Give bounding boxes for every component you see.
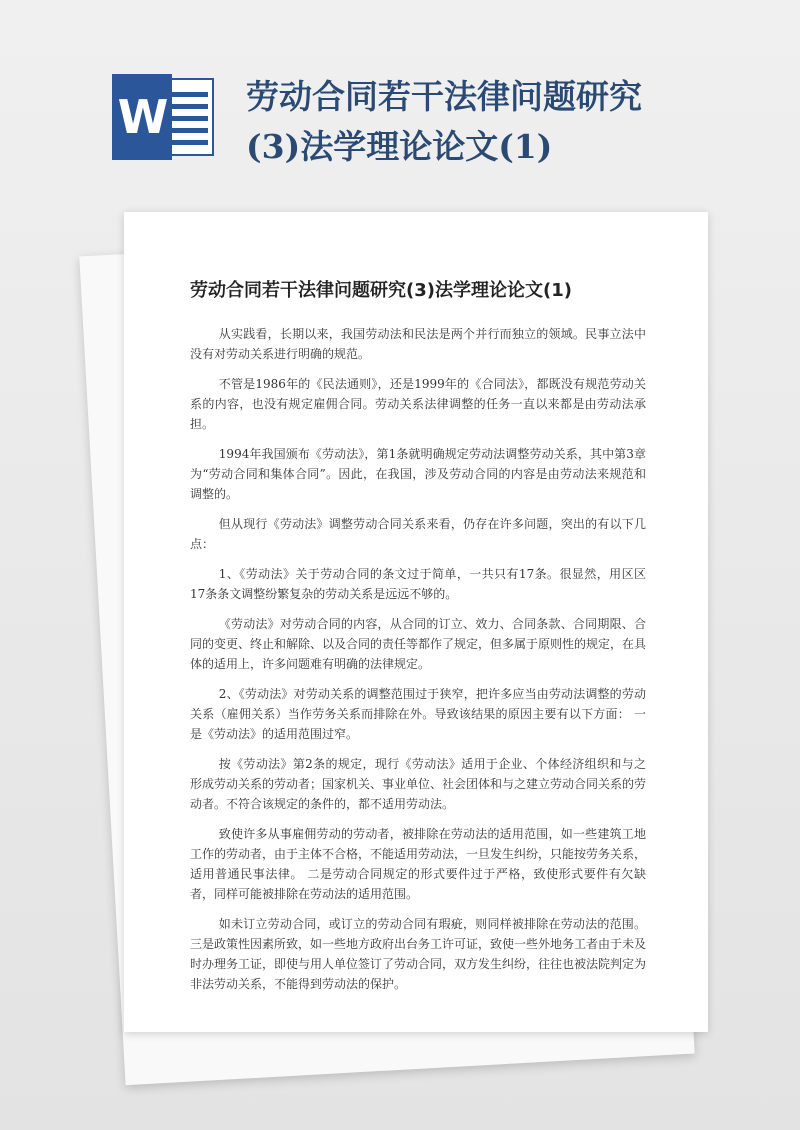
paragraph: 2、《劳动法》对劳动关系的调整范围过于狭窄，把许多应当由劳动法调整的劳动关系（雇佣关系）当作劳务关系而排除在外。导致该结果的原因主要有以下方面： 一是《劳动法》的适用范围过窄。 xyxy=(190,687,646,741)
word-icon-line xyxy=(168,116,208,121)
word-document-icon xyxy=(112,74,216,160)
document-title: 劳动合同若干法律问题研究(3)法学理论论文(1) xyxy=(190,280,572,301)
paragraph: 《劳动法》对劳动合同的内容，从合同的订立、效力、合同条款、合同期限、合同的变更、终止和解除、以及合同的责任等都作了规定，但多属于原则性的规定，在具体的适用上，许多问题难有明确的法律规定。 xyxy=(190,617,647,671)
word-icon-line xyxy=(168,140,208,145)
paragraph: 按《劳动法》第2条的规定，现行《劳动法》适用于企业、个体经济组织和与之形成劳动关系的劳动者；国家机关、事业单位、社会团体和与之建立劳动合同关系的劳动者。不符合该规定的条件的，都不适用劳动法。 xyxy=(190,757,647,811)
banner-title: 劳动合同若干法律问题研究(3)法学理论论文(1) xyxy=(246,77,642,166)
word-icon-letter: W xyxy=(112,74,172,160)
paragraph: 但从现行《劳动法》调整劳动合同关系来看，仍存在许多问题，突出的有以下几点： xyxy=(190,517,646,551)
paragraph: 如未订立劳动合同，或订立的劳动合同有瑕疵，则同样被排除在劳动法的范围。 三是政策性因素所致，如一些地方政府出台务工许可证，致使一些外地务工者由于未及时办理务工证，即使与用人单位签订了劳动合同，双方发生纠纷，往往也被法院判定为非法劳动关系，不能得到劳动法的保护。 xyxy=(190,917,647,991)
word-icon-line xyxy=(168,128,208,133)
paragraph: 不管是1986年的《民法通则》，还是1999年的《合同法》，都既没有规范劳动关系的内容，也没有规定雇佣合同。劳动关系法律调整的任务一直以来都是由劳动法承担。 xyxy=(190,377,646,431)
document-body xyxy=(190,324,646,1004)
paragraph: 1994年我国颁布《劳动法》，第1条就明确规定劳动法调整劳动关系，其中第3章为“劳动合同和集体合同”。因此，在我国，涉及劳动合同的内容是由劳动法来规范和调整的。 xyxy=(190,447,646,501)
document-page xyxy=(124,212,708,1032)
paragraph: 1、《劳动法》关于劳动合同的条文过于简单，一共只有17条。很显然，用区区17条条文调整纷繁复杂的劳动关系是远远不够的。 xyxy=(190,567,646,601)
paragraph: 从实践看，长期以来，我国劳动法和民法是两个并行而独立的领域。民事立法中没有对劳动关系进行明确的规范。 xyxy=(190,327,646,361)
word-icon-line xyxy=(168,104,208,109)
paragraph: 致使许多从事雇佣劳动的劳动者，被排除在劳动法的适用范围，如一些建筑工地工作的劳动者，由于主体不合格，不能适用劳动法，一旦发生纠纷，只能按劳务关系，适用普通民事法律。 二是劳动合同规定的形式要件过于严格，致使形式要件有欠缺者，同样可能被排除在劳动法的适用范围。 xyxy=(190,827,647,901)
word-icon-line xyxy=(168,92,208,97)
